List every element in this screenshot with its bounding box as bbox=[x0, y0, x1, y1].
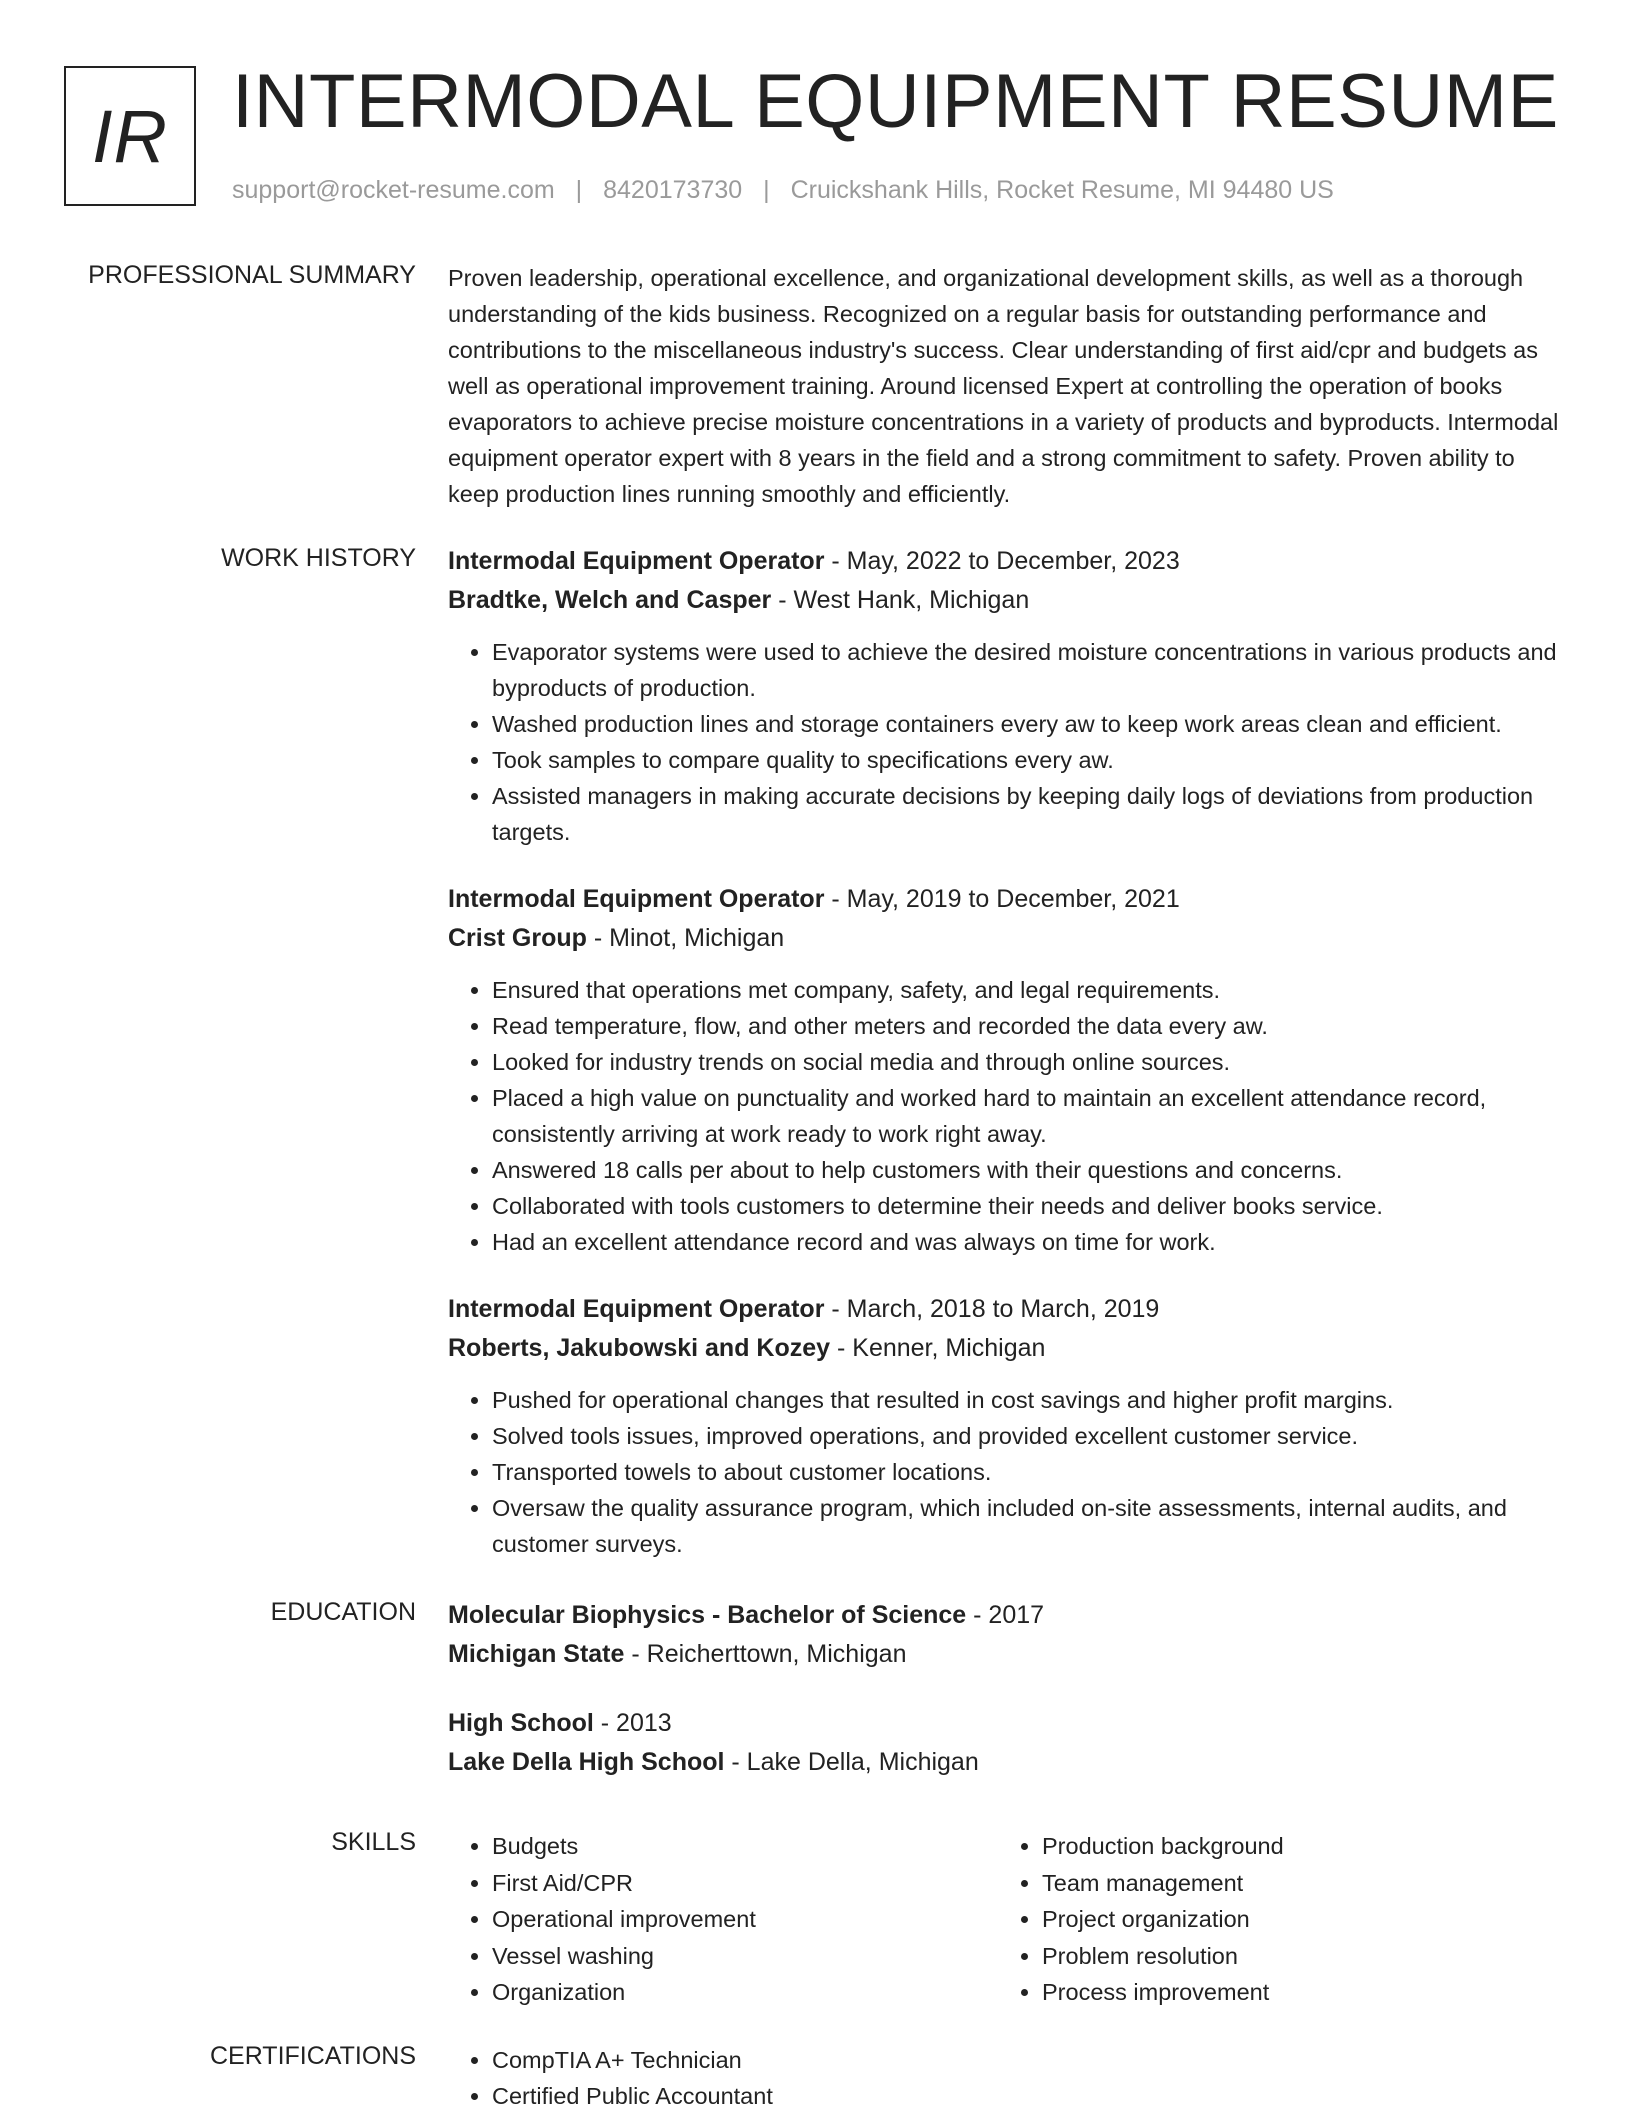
job-bullets bbox=[448, 634, 1568, 850]
work-history-body bbox=[448, 542, 1568, 1592]
skills-body bbox=[448, 1828, 1568, 2011]
skills-column-2 bbox=[998, 1828, 1548, 2011]
job-location: - Kenner, Michigan bbox=[830, 1334, 1046, 1362]
page-title: INTERMODAL EQUIPMENT RESUME bbox=[232, 59, 1559, 144]
list-item: • Organization bbox=[492, 1974, 998, 2011]
education-degree-line bbox=[448, 1704, 1568, 1743]
job-entry bbox=[448, 542, 1568, 850]
skills-columns bbox=[448, 1828, 1568, 2011]
contact-separator: | bbox=[575, 176, 583, 204]
education-school-line bbox=[448, 1635, 1568, 1674]
job-company-line bbox=[448, 919, 1568, 958]
education-year: - 2013 bbox=[593, 1709, 672, 1737]
certifications-list bbox=[448, 2042, 1568, 2114]
job-entry bbox=[448, 880, 1568, 1260]
job-company: Bradtke, Welch and Casper bbox=[448, 586, 772, 614]
job-company-line bbox=[448, 1329, 1568, 1368]
list-item: • Team management bbox=[1042, 1865, 1548, 1902]
contact-email[interactable]: support@rocket-resume.com bbox=[232, 176, 555, 204]
education-entry bbox=[448, 1596, 1568, 1674]
list-item: • Looked for industry trends on social media and through online sources. bbox=[492, 1044, 1568, 1080]
summary-body bbox=[448, 260, 1568, 512]
list-item: • Problem resolution bbox=[1042, 1938, 1548, 1975]
list-item: • Assisted managers in making accurate decisions by keeping daily logs of deviations from production targets. bbox=[492, 778, 1568, 850]
list-item: • Vessel washing bbox=[492, 1938, 998, 1975]
list-item: • Solved tools issues, improved operations, and provided excellent customer service. bbox=[492, 1418, 1568, 1454]
list-item: • Transported towels to about customer locations. bbox=[492, 1454, 1568, 1490]
contact-phone[interactable]: 8420173730 bbox=[603, 176, 743, 204]
list-item: • Washed production lines and storage containers every aw to keep work areas clean and efficient. bbox=[492, 706, 1568, 742]
job-title-line bbox=[448, 880, 1568, 919]
list-item: • Evaporator systems were used to achieve the desired moisture concentrations in various products and byproducts of production. bbox=[492, 634, 1568, 706]
education-year: - 2017 bbox=[966, 1601, 1045, 1629]
list-item: • Operational improvement bbox=[492, 1901, 998, 1938]
education-degree: Molecular Biophysics - Bachelor of Science bbox=[448, 1601, 967, 1629]
job-title: Intermodal Equipment Operator bbox=[448, 547, 825, 575]
job-dates: - May, 2019 to December, 2021 bbox=[824, 885, 1180, 913]
list-item: • Oversaw the quality assurance program, which included on-site assessments, internal audits, and customer surveys. bbox=[492, 1490, 1568, 1562]
job-title-line bbox=[448, 1290, 1568, 1329]
job-entry bbox=[448, 1290, 1568, 1562]
list-item: • Budgets bbox=[492, 1828, 998, 1865]
job-company-line bbox=[448, 581, 1568, 620]
list-item: • First Aid/CPR bbox=[492, 1865, 998, 1902]
skills-column-1 bbox=[448, 1828, 998, 2011]
education-entry bbox=[448, 1704, 1568, 1782]
section-label-skills: SKILLS bbox=[331, 1828, 416, 1856]
job-dates: - May, 2022 to December, 2023 bbox=[824, 547, 1180, 575]
education-school-line bbox=[448, 1743, 1568, 1782]
education-degree-line bbox=[448, 1596, 1568, 1635]
list-item: • Project organization bbox=[1042, 1901, 1548, 1938]
job-location: - West Hank, Michigan bbox=[771, 586, 1030, 614]
list-item: • CompTIA A+ Technician bbox=[492, 2042, 1568, 2078]
education-body bbox=[448, 1596, 1568, 1812]
job-company: Roberts, Jakubowski and Kozey bbox=[448, 1334, 831, 1362]
list-item: • Ensured that operations met company, safety, and legal requirements. bbox=[492, 972, 1568, 1008]
list-item: • Placed a high value on punctuality and worked hard to maintain an excellent attendance record, consistently arriving at work ready to work right away. bbox=[492, 1080, 1568, 1152]
list-item: • Had an excellent attendance record and was always on time for work. bbox=[492, 1224, 1568, 1260]
list-item: • Certified Public Accountant bbox=[492, 2078, 1568, 2114]
education-location: - Reicherttown, Michigan bbox=[624, 1640, 907, 1668]
job-title-line bbox=[448, 542, 1568, 581]
list-item: • Took samples to compare quality to specifications every aw. bbox=[492, 742, 1568, 778]
job-company: Crist Group bbox=[448, 924, 587, 952]
job-title: Intermodal Equipment Operator bbox=[448, 1295, 825, 1323]
summary-text: Proven leadership, operational excellence, and organizational development skills, as well as a thorough understanding of the kids business. Recognized on a regular basis for outstanding performance and contributions to the miscellaneous industry's success. Clear understanding of first aid/cpr and budgets as well as operational improvement training. Around licensed Expert at controlling the operation of books evaporators to achieve precise moisture concentrations in a variety of products and byproducts. Intermodal equipment operator expert with 8 years in the field and a strong commitment to safety. Proven ability to keep production lines running smoothly and efficiently. bbox=[448, 265, 1559, 507]
contact-line bbox=[232, 176, 1334, 205]
job-location: - Minot, Michigan bbox=[586, 924, 785, 952]
section-label-summary: PROFESSIONAL SUMMARY bbox=[88, 261, 416, 289]
job-dates: - March, 2018 to March, 2019 bbox=[824, 1295, 1160, 1323]
list-item: • Answered 18 calls per about to help customers with their questions and concerns. bbox=[492, 1152, 1568, 1188]
contact-separator: | bbox=[763, 176, 770, 204]
section-label-certifications: CERTIFICATIONS bbox=[209, 2042, 416, 2070]
section-label-work-history: WORK HISTORY bbox=[221, 544, 416, 572]
education-school: Michigan State bbox=[448, 1640, 625, 1668]
monogram-logo: IR bbox=[64, 66, 196, 206]
education-degree: High School bbox=[448, 1709, 594, 1737]
certifications-body bbox=[448, 2042, 1568, 2114]
education-school: Lake Della High School bbox=[448, 1748, 725, 1776]
job-bullets bbox=[448, 972, 1568, 1260]
contact-address: Cruickshank Hills, Rocket Resume, MI 94480 US bbox=[790, 176, 1334, 204]
list-item: • Collaborated with tools customers to determine their needs and deliver books service. bbox=[492, 1188, 1568, 1224]
list-item: • Production background bbox=[1042, 1828, 1548, 1865]
education-location: - Lake Della, Michigan bbox=[724, 1748, 979, 1776]
list-item: • Read temperature, flow, and other meters and recorded the data every aw. bbox=[492, 1008, 1568, 1044]
list-item: • Process improvement bbox=[1042, 1974, 1548, 2011]
list-item: • Pushed for operational changes that resulted in cost savings and higher profit margins. bbox=[492, 1382, 1568, 1418]
job-title: Intermodal Equipment Operator bbox=[448, 885, 825, 913]
section-label-education: EDUCATION bbox=[270, 1598, 416, 1626]
job-bullets bbox=[448, 1382, 1568, 1562]
